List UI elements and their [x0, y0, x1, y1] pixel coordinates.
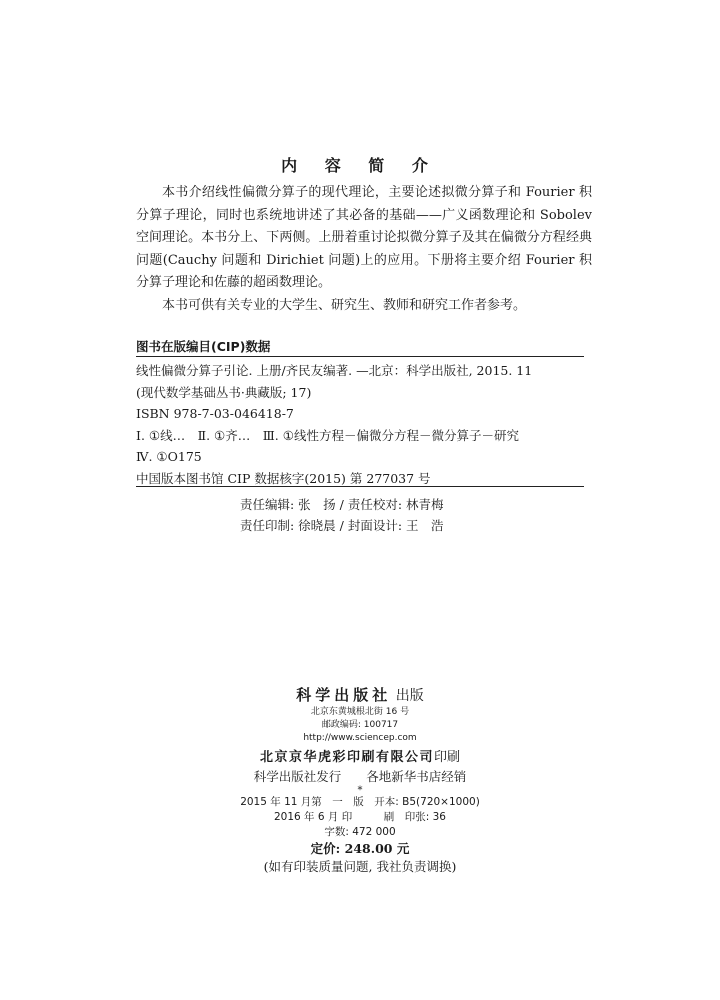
printing-line: 2016 年 6 月 印 刷 印张: 36 [274, 811, 446, 823]
publisher-suffix: 出版 [391, 688, 424, 704]
intro-text [136, 182, 592, 317]
cip-line: 线性偏微分算子引论. 上册/齐民友编著. —北京：科学出版社, 2015. 11 [136, 363, 533, 378]
publisher-url: http://www.sciencep.com [303, 733, 417, 743]
cip-line: Ⅳ. ①O175 [136, 449, 202, 464]
edition-line: 2015 年 11 月第 一 版 开本: B5(720×1000) [240, 796, 480, 808]
publisher-line [0, 685, 720, 706]
cip-bottom-rule [136, 486, 584, 487]
separator-star: * [357, 785, 363, 796]
publisher-name: 科学出版社 [296, 686, 392, 704]
editor-credit-line: 责任编辑: 张 扬 / 责任校对: 林青梅 [240, 497, 444, 512]
publisher-postcode: 邮政编码: 100717 [321, 720, 399, 730]
cip-line: Ⅰ. ①线… Ⅱ. ①齐… Ⅲ. ①线性方程－偏微分方程－微分算子－研究 [136, 427, 519, 443]
price: 定价: 248.00 元 [310, 841, 410, 856]
printer-line [0, 748, 720, 768]
intro-paragraph: 本书可供有关专业的大学生、研究生、教师和研究工作者参考。 [162, 297, 527, 313]
cip-line: ISBN 978-7-03-046418-7 [136, 406, 294, 421]
cip-heading: 图书在版编目(CIP)数据 [136, 339, 271, 354]
publisher-address: 北京东黄城根北街 16 号 [310, 707, 410, 717]
cip-record-number: 中国版本图书馆 CIP 数据核字(2015) 第 277037 号 [136, 470, 431, 486]
cip-top-rule [136, 356, 584, 357]
intro-paragraph: 本书介绍线性偏微分算子的现代理论，主要论述拟微分算子和 Fourier 积分算子理论，同时也系统地讲述了其必备的基础——广义函数理论和 Sobolev 空间理论。本书分上、下两侧。上册着重讨论拟微分算子及其在偏微分方程经典问题(Cauchy 问题和 Dirichiet 问题)上的应用。下册将主要介绍 Fourier 积分算子理论和佐藤的超函数理论。 [136, 185, 592, 290]
cip-line: (现代数学基础丛书·典藏版; 17) [136, 384, 312, 400]
editor-credits [240, 494, 600, 536]
editor-credit-line: 责任印制: 徐晓晨 / 封面设计: 王 浩 [240, 518, 444, 533]
printer-suffix: 印刷 [434, 750, 461, 765]
quality-note: (如有印装质量问题, 我社负责调换) [263, 859, 457, 874]
intro-title: 内 容 简 介 [281, 156, 439, 175]
print-specs [0, 795, 720, 840]
imprint-block [0, 685, 720, 876]
cip-record [136, 360, 586, 489]
printer-name: 北京京华虎彩印刷有限公司 [259, 750, 434, 765]
word-count: 字数: 472 000 [324, 826, 396, 838]
distribution-line: 科学出版社发行 各地新华书店经销 [253, 769, 467, 784]
